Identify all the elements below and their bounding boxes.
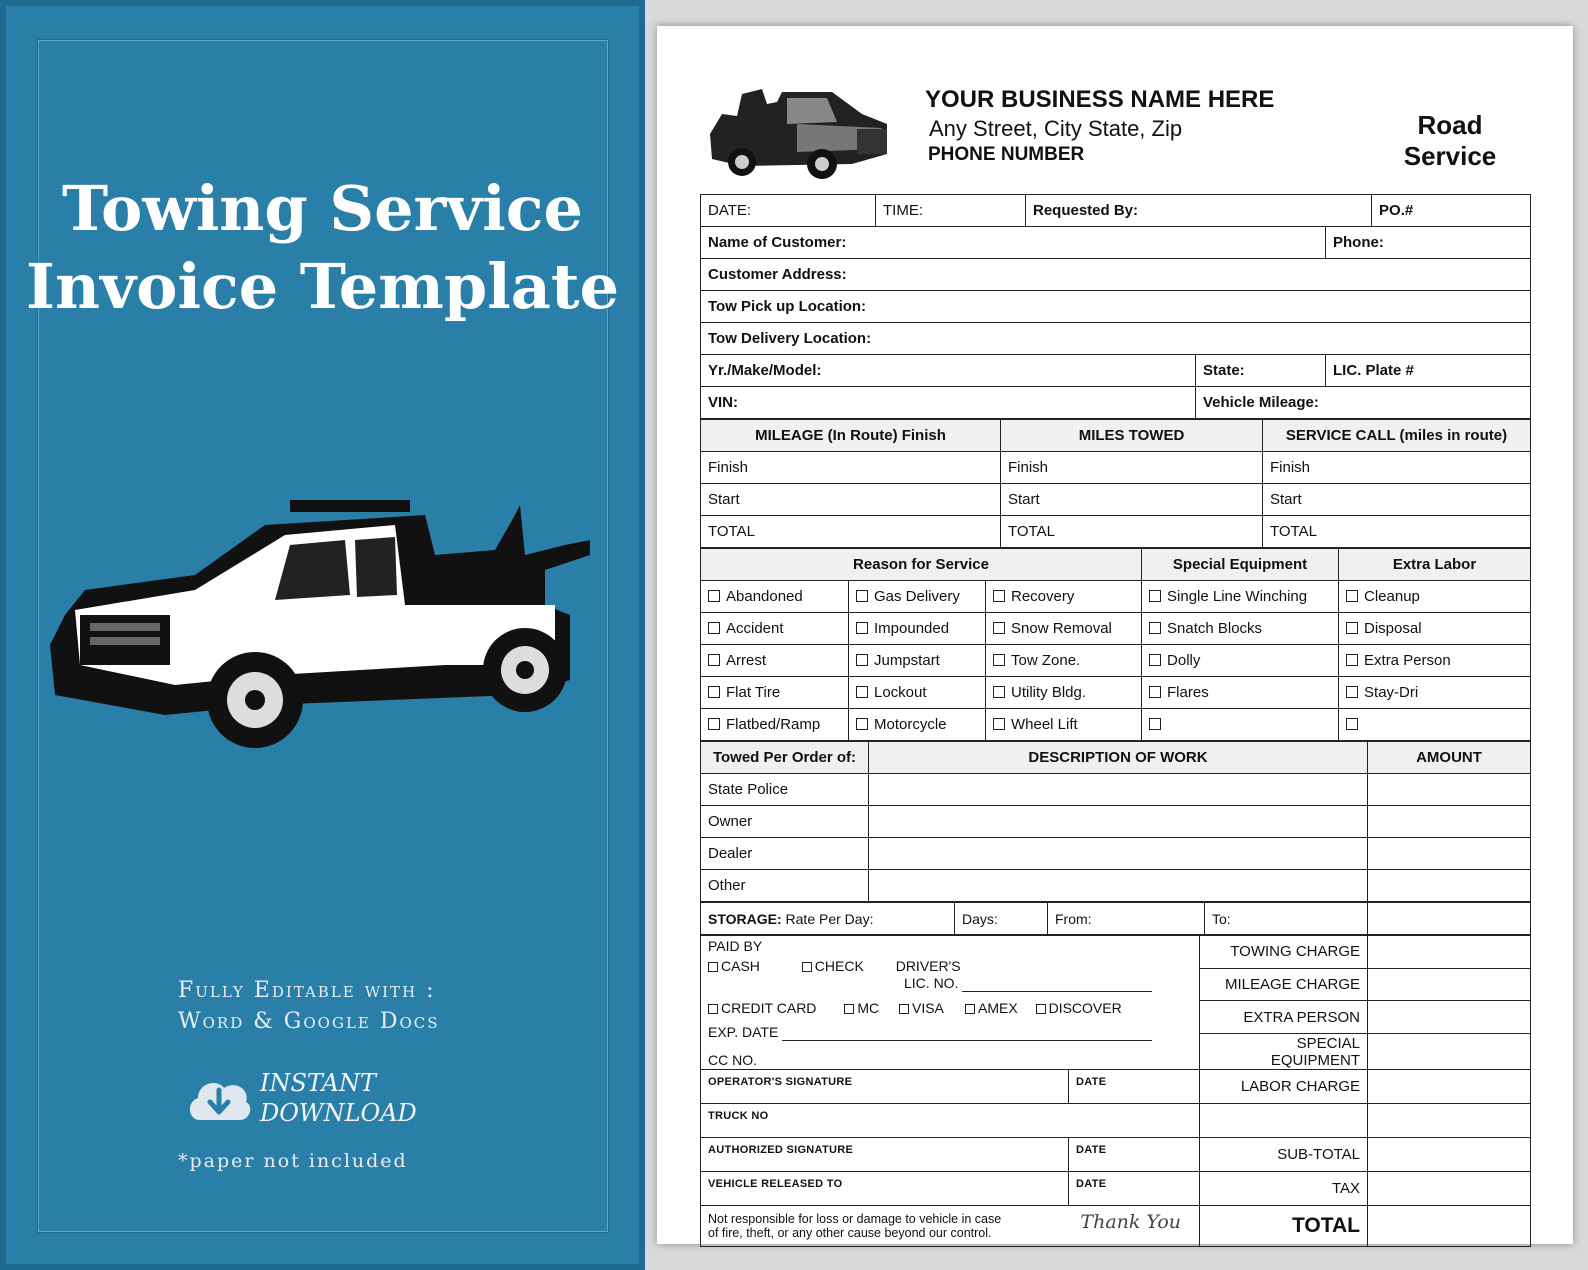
- total-label: TOTAL: [1200, 1206, 1368, 1247]
- amex-checkbox[interactable]: AMEX: [965, 1000, 1018, 1016]
- cover-title: [0, 170, 645, 326]
- payment-section: [701, 936, 1200, 1070]
- checkbox-utility-bldg[interactable]: Utility Bldg.: [986, 677, 1142, 709]
- exp-date-field[interactable]: EXP. DATE: [708, 1024, 1192, 1041]
- checkbox-arrest[interactable]: Arrest: [701, 645, 849, 677]
- visa-checkbox[interactable]: VISA: [899, 1000, 943, 1016]
- thank-you-text: Thank You: [1080, 1211, 1182, 1233]
- payment-row-1: [708, 958, 1192, 975]
- order-state-police[interactable]: State Police: [701, 774, 869, 806]
- cc-no-field[interactable]: CC NO.: [708, 1052, 757, 1068]
- description-cell[interactable]: [869, 838, 1368, 870]
- total-amount[interactable]: [1368, 1206, 1531, 1247]
- discover-checkbox[interactable]: DISCOVER: [1036, 1000, 1122, 1016]
- special-equipment-label: SPECIAL EQUIPMENT: [1200, 1034, 1368, 1070]
- blank-charge-amount[interactable]: [1368, 1104, 1531, 1138]
- credit-card-checkbox[interactable]: CREDIT CARD: [708, 1000, 816, 1016]
- released-date-field[interactable]: DATE: [1069, 1172, 1200, 1206]
- disclaimer-line2: of fire, theft, or any other cause beyond our control.: [708, 1226, 992, 1240]
- checkbox-snatch-blocks[interactable]: Snatch Blocks: [1142, 613, 1339, 645]
- checkbox-snow-removal[interactable]: Snow Removal: [986, 613, 1142, 645]
- authorized-signature-field[interactable]: AUTHORIZED SIGNATURE: [701, 1138, 1069, 1172]
- plate-field[interactable]: LIC. Plate #: [1326, 355, 1531, 387]
- instant-line1: INSTANT: [260, 1069, 376, 1097]
- miles-towed-header: MILES TOWED: [1001, 420, 1263, 452]
- towing-charge-label: TOWING CHARGE: [1200, 936, 1368, 969]
- operator-date-field[interactable]: DATE: [1069, 1070, 1200, 1104]
- disclaimer-line1: Not responsible for loss or damage to vehicle in case: [708, 1212, 1002, 1226]
- extra-person-amount[interactable]: [1368, 1001, 1531, 1034]
- subtotal-amount[interactable]: [1368, 1138, 1531, 1172]
- checkbox-motorcycle[interactable]: Motorcycle: [849, 709, 986, 741]
- order-other[interactable]: Other: [701, 870, 869, 902]
- year-make-model-field[interactable]: Yr./Make/Model:: [701, 355, 1196, 387]
- service-total[interactable]: TOTAL: [1263, 516, 1531, 548]
- business-phone: PHONE NUMBER: [928, 144, 1085, 165]
- checkbox-gas-delivery[interactable]: Gas Delivery: [849, 581, 986, 613]
- checkbox-labor-blank[interactable]: [1339, 709, 1531, 741]
- tow-truck-logo: [702, 84, 892, 179]
- customer-name-field[interactable]: Name of Customer:: [701, 227, 1326, 259]
- checkbox-dolly[interactable]: Dolly: [1142, 645, 1339, 677]
- checkbox-impounded[interactable]: Impounded: [849, 613, 986, 645]
- editable-line1: Fully Editable with :: [178, 978, 436, 1003]
- lic-no-field[interactable]: LIC. NO.: [904, 975, 1192, 992]
- labor-charge-amount[interactable]: [1368, 1070, 1531, 1104]
- special-equipment-amount[interactable]: [1368, 1034, 1531, 1070]
- operator-signature-field[interactable]: OPERATOR'S SIGNATURE: [701, 1070, 1069, 1104]
- invoice-form: [700, 194, 1530, 1247]
- description-header: DESCRIPTION OF WORK: [869, 742, 1368, 774]
- customer-info-table: [700, 194, 1531, 419]
- date-field[interactable]: DATE:: [701, 195, 876, 227]
- reason-header: Reason for Service: [701, 549, 1142, 581]
- service-call-header: SERVICE CALL (miles in route): [1263, 420, 1531, 452]
- po-field[interactable]: PO.#: [1372, 195, 1531, 227]
- mc-checkbox[interactable]: MC: [844, 1000, 879, 1016]
- mileage-finish[interactable]: Finish: [701, 452, 1001, 484]
- towed-per-order-header: Towed Per Order of:: [701, 742, 869, 774]
- pickup-location-field[interactable]: Tow Pick up Location:: [701, 291, 1531, 323]
- amount-cell[interactable]: [1368, 838, 1531, 870]
- vehicle-released-field[interactable]: VEHICLE RELEASED TO: [701, 1172, 1069, 1206]
- blank-charge-label: [1200, 1104, 1368, 1138]
- order-owner[interactable]: Owner: [701, 806, 869, 838]
- business-name: YOUR BUSINESS NAME HERE: [925, 86, 1275, 113]
- payment-row-2: [708, 1000, 1192, 1017]
- mileage-charge-label: MILEAGE CHARGE: [1200, 968, 1368, 1001]
- tax-label: TAX: [1200, 1172, 1368, 1206]
- checkbox-flatbed-ramp[interactable]: Flatbed/Ramp: [701, 709, 849, 741]
- tax-amount[interactable]: [1368, 1172, 1531, 1206]
- amount-cell[interactable]: [1368, 806, 1531, 838]
- cover-panel: [0, 0, 645, 1270]
- vehicle-mileage-field[interactable]: Vehicle Mileage:: [1196, 387, 1531, 419]
- amount-cell[interactable]: [1368, 870, 1531, 902]
- checkbox-stay-dri[interactable]: Stay-Dri: [1339, 677, 1531, 709]
- document-type: [1385, 110, 1515, 172]
- extra-person-label: EXTRA PERSON: [1200, 1001, 1368, 1034]
- doc-type-line2: Service: [1403, 141, 1497, 171]
- towed-finish[interactable]: Finish: [1001, 452, 1263, 484]
- cover-title-line1: Towing Service: [62, 172, 583, 245]
- disclaimer: [701, 1206, 1200, 1247]
- check-checkbox[interactable]: CHECK: [802, 958, 864, 974]
- tow-truck-illustration: [45, 495, 595, 760]
- checkbox-lockout[interactable]: Lockout: [849, 677, 986, 709]
- checkbox-flat-tire[interactable]: Flat Tire: [701, 677, 849, 709]
- storage-rate-field[interactable]: STORAGE: Rate Per Day:: [701, 903, 955, 935]
- mileage-header: MILEAGE (In Route) Finish: [701, 420, 1001, 452]
- towing-charge-amount[interactable]: [1368, 936, 1531, 969]
- service-finish[interactable]: Finish: [1263, 452, 1531, 484]
- state-field[interactable]: State:: [1196, 355, 1326, 387]
- invoice-sheet: [657, 26, 1573, 1244]
- reason-table: [700, 548, 1531, 741]
- payment-table: [700, 935, 1531, 1247]
- checkbox-accident[interactable]: Accident: [701, 613, 849, 645]
- order-dealer[interactable]: Dealer: [701, 838, 869, 870]
- cover-title-line2: Invoice Template: [25, 250, 620, 323]
- time-field[interactable]: TIME:: [876, 195, 1026, 227]
- amount-header: AMOUNT: [1368, 742, 1531, 774]
- subtotal-label: SUB-TOTAL: [1200, 1138, 1368, 1172]
- work-table: [700, 741, 1531, 902]
- authorized-date-field[interactable]: DATE: [1069, 1138, 1200, 1172]
- labor-charge-label: LABOR CHARGE: [1200, 1070, 1368, 1104]
- checkbox-wheel-lift[interactable]: Wheel Lift: [986, 709, 1142, 741]
- storage-table: [700, 902, 1531, 935]
- towed-start[interactable]: Start: [1001, 484, 1263, 516]
- paper-note: *paper not included: [178, 1150, 408, 1172]
- description-cell[interactable]: [869, 870, 1368, 902]
- description-cell[interactable]: [869, 774, 1368, 806]
- extra-labor-header: Extra Labor: [1339, 549, 1531, 581]
- checkbox-tow-zone[interactable]: Tow Zone.: [986, 645, 1142, 677]
- business-info: [925, 86, 1274, 166]
- customer-address-field[interactable]: Customer Address:: [701, 259, 1531, 291]
- instant-line2: DOWNLOAD: [260, 1099, 417, 1127]
- cash-checkbox[interactable]: CASH: [708, 958, 760, 974]
- storage-days-field[interactable]: Days:: [955, 903, 1048, 935]
- storage-from-field[interactable]: From:: [1048, 903, 1205, 935]
- editable-line2: Word & Google Docs: [178, 1009, 440, 1034]
- storage-amount-cell[interactable]: [1368, 903, 1531, 935]
- service-start[interactable]: Start: [1263, 484, 1531, 516]
- requested-by-field[interactable]: Requested By:: [1026, 195, 1372, 227]
- phone-field[interactable]: Phone:: [1326, 227, 1531, 259]
- checkbox-cleanup[interactable]: Cleanup: [1339, 581, 1531, 613]
- truck-no-field[interactable]: TRUCK NO: [701, 1104, 1200, 1138]
- checkbox-abandoned[interactable]: Abandoned: [701, 581, 849, 613]
- doc-type-line1: Road: [1417, 110, 1483, 140]
- checkbox-single-line-winching[interactable]: Single Line Winching: [1142, 581, 1339, 613]
- download-cloud-icon: [186, 1072, 252, 1124]
- paid-by-label: PAID BY: [708, 938, 763, 954]
- mileage-charge-amount[interactable]: [1368, 968, 1531, 1001]
- mileage-start[interactable]: Start: [701, 484, 1001, 516]
- instant-download: [260, 1068, 417, 1128]
- vin-field[interactable]: VIN:: [701, 387, 1196, 419]
- delivery-location-field[interactable]: Tow Delivery Location:: [701, 323, 1531, 355]
- checkbox-disposal[interactable]: Disposal: [1339, 613, 1531, 645]
- special-equipment-header: Special Equipment: [1142, 549, 1339, 581]
- checkbox-flares[interactable]: Flares: [1142, 677, 1339, 709]
- storage-to-field[interactable]: To:: [1205, 903, 1368, 935]
- mileage-table: [700, 419, 1531, 548]
- checkbox-equipment-blank[interactable]: [1142, 709, 1339, 741]
- amount-cell[interactable]: [1368, 774, 1531, 806]
- checkbox-recovery[interactable]: Recovery: [986, 581, 1142, 613]
- description-cell[interactable]: [869, 806, 1368, 838]
- checkbox-extra-person[interactable]: Extra Person: [1339, 645, 1531, 677]
- drivers-label: DRIVER'S: [895, 958, 961, 974]
- editable-note: [178, 975, 440, 1037]
- towed-total[interactable]: TOTAL: [1001, 516, 1263, 548]
- business-address: Any Street, City State, Zip: [929, 116, 1183, 141]
- mileage-total[interactable]: TOTAL: [701, 516, 1001, 548]
- checkbox-jumpstart[interactable]: Jumpstart: [849, 645, 986, 677]
